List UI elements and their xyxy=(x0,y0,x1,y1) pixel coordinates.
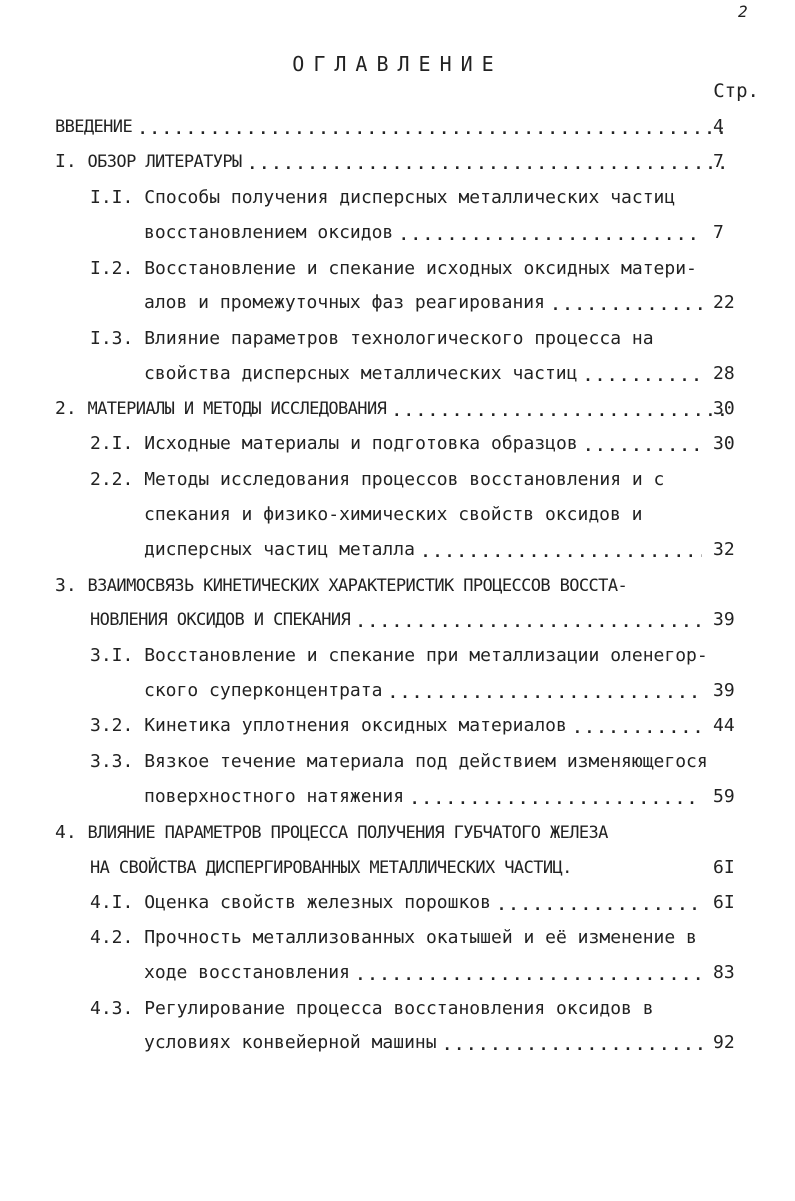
toc-line xyxy=(90,925,730,951)
leader-dots xyxy=(551,292,702,316)
toc-page: 44 xyxy=(713,715,735,736)
toc-number: I. xyxy=(55,151,77,172)
toc-line xyxy=(144,537,708,563)
toc-title-cont: ского суперконцентрата xyxy=(144,680,383,701)
toc-line xyxy=(90,855,710,881)
toc-line xyxy=(90,996,730,1022)
toc-line xyxy=(144,502,724,528)
toc-page: 30 xyxy=(713,433,735,454)
toc-line xyxy=(55,573,735,599)
page-column-label: Стр. xyxy=(713,80,759,102)
toc-line xyxy=(144,960,708,986)
toc-title: Прочность металлизованных окатышей и её изменение в xyxy=(144,927,697,948)
toc-page: 22 xyxy=(713,292,735,313)
toc-line xyxy=(90,749,730,775)
toc-number: I.3. xyxy=(90,328,134,349)
toc-title: Регулирование процесса восстановления оксидов в xyxy=(144,998,654,1019)
toc-line xyxy=(90,643,730,669)
page-title: ОГЛАВЛЕНИЕ xyxy=(292,52,503,76)
toc-title-cont: дисперсных частиц металла xyxy=(144,539,415,560)
toc-page: 4 xyxy=(713,116,724,137)
toc-line xyxy=(144,290,708,316)
leader-dots xyxy=(356,609,702,633)
toc-page: 30 xyxy=(713,398,735,419)
toc-title-cont: НА СВОЙСТВА ДИСПЕРГИРОВАННЫХ МЕТАЛЛИЧЕСКИХ ЧАСТИЦ. xyxy=(90,858,572,878)
toc-line xyxy=(90,467,730,493)
leader-dots xyxy=(584,433,704,457)
toc-line xyxy=(55,820,735,846)
leader-dots xyxy=(388,680,702,704)
toc-title: ВВЕДЕНИЕ xyxy=(55,117,133,137)
toc-number: 2.2. xyxy=(90,469,134,490)
toc-line xyxy=(90,256,730,282)
page-number-mark: 2 xyxy=(738,2,748,21)
toc-number: 2.I. xyxy=(90,433,134,454)
toc-title-cont: НОВЛЕНИЯ ОКСИДОВ И СПЕКАНИЯ xyxy=(90,610,351,630)
toc-line xyxy=(144,220,708,246)
toc-page: 7 xyxy=(713,151,724,172)
toc-page: 6I xyxy=(713,857,735,878)
toc-title: Восстановление и спекание при металлизации оленегор- xyxy=(144,645,708,666)
toc-line xyxy=(55,114,735,140)
toc-page: 39 xyxy=(713,609,735,630)
toc-title-cont: свойства дисперсных металлических частиц xyxy=(144,363,578,384)
toc-number: 3. xyxy=(55,575,77,596)
toc-number: 4.3. xyxy=(90,998,134,1019)
toc-title-cont: восстановлением оксидов xyxy=(144,222,394,243)
leader-dots xyxy=(138,116,729,140)
toc-page: 92 xyxy=(713,1032,735,1053)
toc-number: I.2. xyxy=(90,258,134,279)
toc-title: ОБЗОР ЛИТЕРАТУРЫ xyxy=(87,152,242,172)
toc-number: 3.3. xyxy=(90,751,134,772)
toc-line xyxy=(90,431,710,457)
toc-title: Вязкое течение материала под действием изменяющегося xyxy=(144,751,708,772)
leader-dots xyxy=(410,786,702,810)
toc-title-cont: алов и промежуточных фаз реагирования xyxy=(144,292,545,313)
toc-line xyxy=(144,1030,708,1056)
toc-line xyxy=(90,713,710,739)
leader-dots xyxy=(421,539,702,563)
leader-dots xyxy=(248,151,729,175)
leader-dots xyxy=(392,398,729,422)
toc-line xyxy=(55,149,735,175)
toc-number: 2. xyxy=(55,398,77,419)
leader-dots xyxy=(399,222,702,246)
toc-number: 4.I. xyxy=(90,892,134,913)
toc-title-cont: спекания и физико-химических свойств оксидов и xyxy=(144,504,643,525)
toc-title-cont: поверхностного натяжения xyxy=(144,786,405,807)
toc-number: I.I. xyxy=(90,187,134,208)
toc-number: 3.2. xyxy=(90,715,134,736)
toc-title: ВЗАИМОСВЯЗЬ КИНЕТИЧЕСКИХ ХАРАКТЕРИСТИК ПРОЦЕССОВ ВОССТА- xyxy=(87,576,628,596)
toc-line xyxy=(90,890,710,916)
toc-number: 4.2. xyxy=(90,927,134,948)
leader-dots xyxy=(356,962,702,986)
toc-page: 32 xyxy=(713,539,735,560)
toc-title: Влияние параметров технологического процесса на xyxy=(144,328,654,349)
toc-line xyxy=(144,361,708,387)
toc-line xyxy=(144,784,708,810)
toc-title-cont: условиях конвейерной машины xyxy=(144,1032,437,1053)
toc-number: 4. xyxy=(55,822,77,843)
toc-page: 59 xyxy=(713,786,735,807)
toc-line xyxy=(144,678,708,704)
toc-title: Оценка свойств железных порошков xyxy=(144,892,491,913)
toc-page: 7 xyxy=(713,222,724,243)
toc-number: 3.I. xyxy=(90,645,134,666)
toc-line xyxy=(55,396,735,422)
toc-line xyxy=(90,326,730,352)
toc-title: Методы исследования процессов восстановления и с xyxy=(144,469,665,490)
toc-page: 6I xyxy=(713,892,735,913)
toc-page: 83 xyxy=(713,962,735,983)
toc-title: Способы получения дисперсных металлических частиц xyxy=(144,187,676,208)
toc-title: Восстановление и спекание исходных оксидных матери- xyxy=(144,258,697,279)
toc-title: МАТЕРИАЛЫ И МЕТОДЫ ИССЛЕДОВАНИЯ xyxy=(87,399,387,419)
leader-dots xyxy=(583,363,702,387)
toc-page: 28 xyxy=(713,363,735,384)
toc-page: 39 xyxy=(713,680,735,701)
toc-title-cont: ходе восстановления xyxy=(144,962,350,983)
toc-title: Исходные материалы и подготовка образцов xyxy=(144,433,578,454)
toc-line xyxy=(90,185,730,211)
leader-dots xyxy=(497,892,704,916)
toc-line xyxy=(90,607,708,633)
leader-dots xyxy=(573,715,704,739)
toc-title: Кинетика уплотнения оксидных материалов xyxy=(144,715,567,736)
leader-dots xyxy=(443,1032,702,1056)
toc-title: ВЛИЯНИЕ ПАРАМЕТРОВ ПРОЦЕССА ПОЛУЧЕНИЯ ГУБЧАТОГО ЖЕЛЕЗА xyxy=(87,823,608,843)
